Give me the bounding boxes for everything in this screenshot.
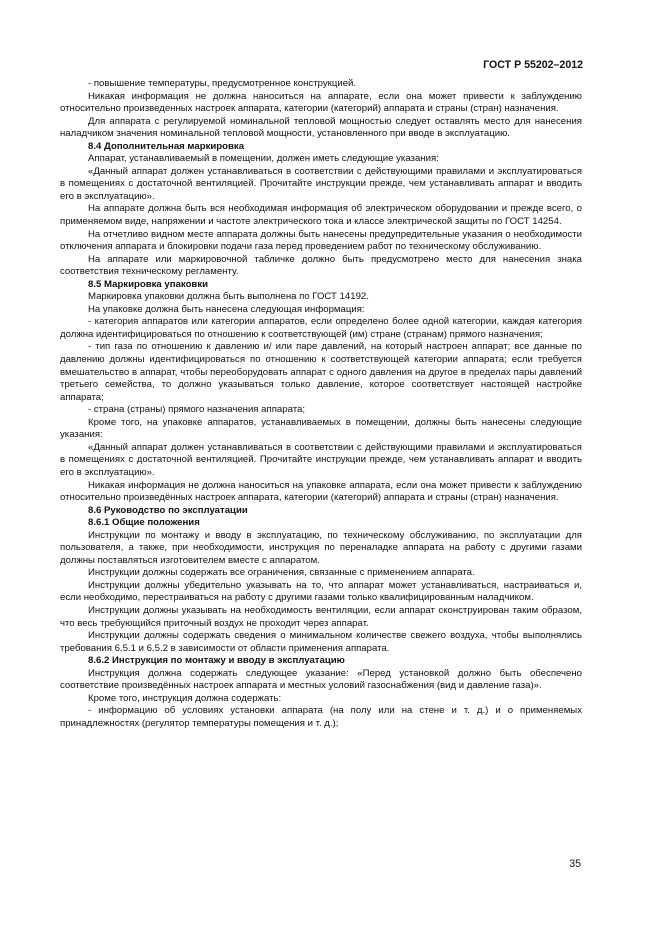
list-item: - категория аппаратов или категории аппаратов, если определено более одной категории, каждая категория должна идентифицироваться по отношению к соответствующей (им) стране (странам) прямого назначения; <box>60 316 582 340</box>
section-heading-8-4: 8.4 Дополнительная маркировка <box>88 140 245 152</box>
paragraph: Инструкции должны указывать на необходимость вентиляции, если аппарат сконструирован таким образом, что весь требующийся приточный воздух не проходит через аппарат. <box>60 604 582 629</box>
list-item: - страна (страны) прямого назначения аппарата; <box>88 404 305 416</box>
paragraph: Маркировка упаковки должна быть выполнена по ГОСТ 14192. <box>88 291 369 303</box>
paragraph: Аппарат, устанавливаемый в помещении, должен иметь следующие указания: <box>88 153 439 165</box>
page-number: 35 <box>569 858 581 870</box>
list-item: - информацию об условиях установки аппарата (на полу или на стене и т. д.) и о применяемых принадлежностях (регулятор температуры помещения и т. д.); <box>60 705 582 729</box>
document-code: ГОСТ Р 55202–2012 <box>483 59 583 71</box>
section-heading-8-6-1: 8.6.1 Общие положения <box>88 517 200 529</box>
paragraph: Кроме того, на упаковке аппаратов, устанавливаемых в помещении, должны быть нанесены следующие указания: <box>60 416 582 441</box>
paragraph: Никакая информация не должна наноситься на упаковке аппарата, если она может привести к заблуждению относительно произведённых настроек аппарата, категории (категорий) аппарата и страны (стран) назначения. <box>60 479 582 504</box>
paragraph: Инструкции должны содержать все ограничения, связанные с применением аппарата. <box>88 567 475 579</box>
paragraph: Кроме того, инструкция должна содержать: <box>88 692 282 704</box>
paragraph: Инструкции по монтажу и вводу в эксплуатацию, по техническому обслуживанию, по эксплуатации для пользователя, а также, при необходимости, инструкция по переналадке аппарата на работу с другими газами должны поставляться изготовителем вместе с аппаратом. <box>60 529 582 566</box>
document-body <box>60 78 582 730</box>
section-heading-8-5: 8.5 Маркировка упаковки <box>88 278 209 290</box>
paragraph: Инструкция должна содержать следующее указание: «Перед установкой должно быть обеспечено соответствие произведённых настроек аппарата и местных условий газоснабжения (вид и давление газа)». <box>60 667 582 692</box>
paragraph: На отчетливо видном месте аппарата должны быть нанесены предупредительные указания о необходимости отключения аппарата и блокировки подачи газа перед проведением работ по техническому обслуживанию. <box>60 228 582 253</box>
paragraph: Инструкции должны убедительно указывать на то, что аппарат может устанавливаться, настраиваться и, если необходимо, перестраиваться на работу с другими газами только квалифицированным наладчиком. <box>60 579 582 604</box>
paragraph: На аппарате должна быть вся необходимая информация об электрическом оборудовании и прежде всего, о применяемом виде, напряжении и частоте электрического тока и классе электрической защиты по ГОСТ 14254. <box>60 203 582 228</box>
paragraph: Никакая информация не должна наноситься на аппарате, если она может привести к заблуждению относительно произведенных настроек аппарата, категории (категорий) аппарата и страны (стран) назначения. <box>60 90 582 115</box>
section-heading-8-6: 8.6 Руководство по эксплуатации <box>88 504 248 516</box>
paragraph: Инструкции должны содержать сведения о минимальном количестве свежего воздуха, чтобы выполнялись требования 6.5.1 и 6.5.2 в зависимости от области применения аппарата. <box>60 630 582 654</box>
list-item: - тип газа по отношению к давлению и/ или паре давлений, на который настроен аппарат; все данные по давлению должны идентифицироваться по отношению к соответствующей категории аппарата; если требуется вмешательство в аппарат, чтобы переоборудовать аппарат с одного давления на другое в пределах пары давлений третьего семейства, то должно указываться только давление, которое соответствует настоящей настройке аппарата; <box>60 341 582 403</box>
paragraph: Для аппарата с регулируемой номинальной тепловой мощностью следует оставлять место для нанесения наладчиком значения номинальной тепловой мощности, установленного при вводе в эксплуатацию. <box>60 115 582 140</box>
paragraph: На аппарате или маркировочной табличке должно быть предусмотрено место для нанесения знака соответствия техническому регламенту. <box>60 253 582 278</box>
list-item-temperature: - повышение температуры, предусмотренное конструкцией. <box>88 78 357 89</box>
section-heading-8-6-2: 8.6.2 Инструкция по монтажу и вводу в эксплуатацию <box>88 655 345 667</box>
quoted-warning: «Данный аппарат должен устанавливаться в соответствии с действующими правилами и эксплуатироваться в помещениях с достаточной вентиляцией. Прочитайте инструкции прежде, чем устанавливать аппарат и вводить его в эксплуатацию». <box>60 165 582 202</box>
paragraph: На упаковке должна быть нанесена следующая информация: <box>88 303 365 315</box>
quoted-warning: «Данный аппарат должен устанавливаться в соответствии с действующими правилами и эксплуатироваться в помещениях с достаточной вентиляцией. Прочитайте инструкции прежде, чем устанавливать аппарат и вводить его в эксплуатацию». <box>60 441 582 478</box>
